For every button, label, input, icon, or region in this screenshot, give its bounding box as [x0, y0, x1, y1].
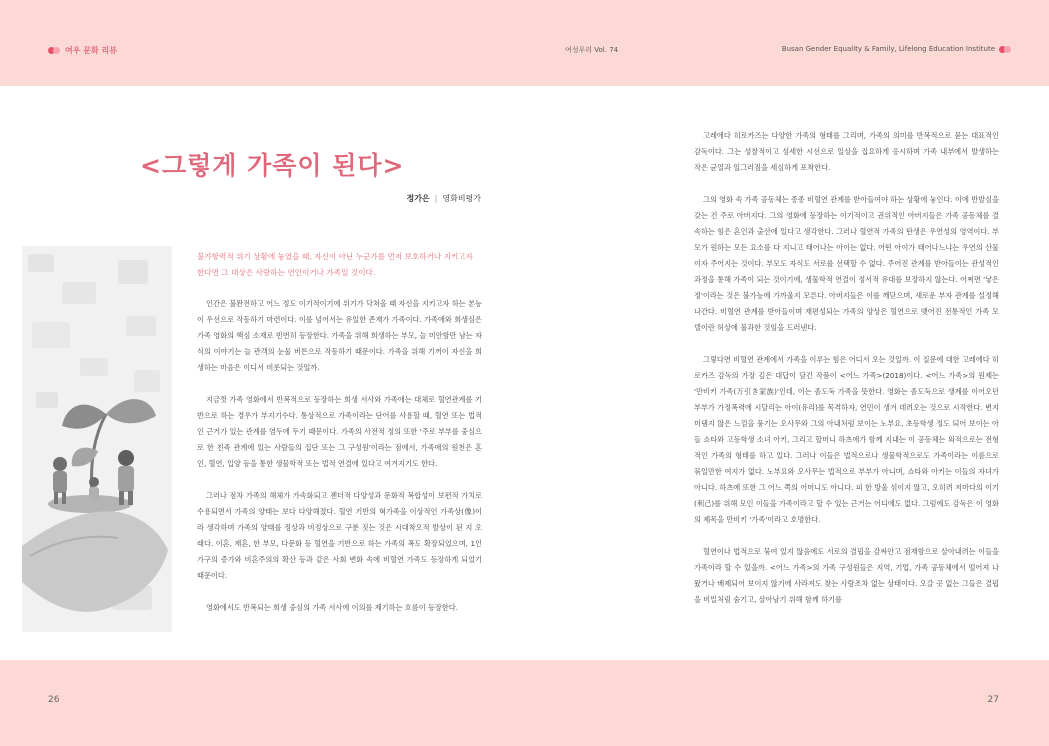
- paragraph: 혈연이나 법적으로 묶여 있지 않음에도 서로의 결핍을 감싸안고 점재함으로 살아내려는 이들을 가족이라 할 수 있을까. <어느 가족>의 가족 구성원들은 지역, 기업, 가족 공동체에서 떨어져 나왔거나 배제되어 보이지 않기에 사라져도 찾는 사람조차 없는 상태이다. 오갈 곳 없는 그들은 결핍을 비밀처럼 숨기고, 살아남기 위해 함께 하기를: [694, 547, 999, 604]
- top-band: [0, 0, 1049, 86]
- article-title: <그렇게 가족이 된다>: [140, 151, 405, 180]
- paragraph: 인간은 불완전하고 어느 정도 이기적이기에 위기가 닥쳐올 때 자신을 지키고자 하는 본능이 우선으로 작동하기 마련이다. 이를 넘어서는 유일한 존재가 가족이다. 가족애와 희생심은 가족 영화의 핵심 소재로 빈번히 등장한다. 가족을 위해 희생하는 부모, 늘 미안함만 남는 자식의 이야기는 늘 관객의 눈물 버튼으로 작동하기 때문이다. 가족을 위해 기꺼이 자신을 희생하는 마음은 이디서 비롯되는 것일까.: [197, 299, 482, 372]
- left-column: [197, 296, 482, 632]
- author-role: 영화비평가: [442, 194, 481, 203]
- author-name: 정가은: [406, 194, 430, 203]
- page-number-right: 27: [987, 695, 999, 705]
- byline: 정가은 | 영화비평가: [406, 194, 481, 203]
- paragraph: 그러나 점차 가족의 해체가 가속화되고 젠더적 다양성과 문화적 복합성이 보편적 가치로 수용되면서 가족의 양태는 보다 다양해졌다. 혈연 기반의 혁가족을 이상적인 가족상(像)이라 생각하며 가족의 양태를 정상과 비정상으로 구분 짓는 것은 시대착오적 발상이 된 지 오래다. 이혼, 재혼, 한 부모, 다문화 등 혈연을 기반으로 하는 가족의 폭도 확장되었으며, 1인 가구의 증가와 비혼주의의 확산 등과 같은 사회 변화 속에 비혈연 가족도 등장하게 되었기 때문이다.: [197, 491, 482, 580]
- paragraph: 그의 영화 속 가족 공동체는 종종 비혈연 관계를 받아들여야 하는 상황에 놓인다. 이에 반발심을 갖는 건 주로 아버지다. 그의 영화에 등장하는 이기적이고 권위적인 아버지들은 가족 공동체를 결속하는 힘은 혼인과 출산에 있다고 생각한다. 그러나 혈연적 가족의 탄생은 우연성의 영역이다. 부모가 원하는 모든 요소를 다 지니고 태어나는 아이는 없다. 어떤 아이가 태어나느냐는 우연의 산물이자 주어지는 것이다. 부모도 자식도 서로를 선택할 수 없다. 주어진 관계를 받아들이는 관성적인 과정을 통해 가족이 되는 것이기에, 생물학적 연결이 정서적 유대를 보장하지 않는다. 어쩌면 '낳은 정'이라는 것은 불가능에 가까울지 모른다. 아버지들은 이를 깨닫으며, 새로운 부자 관계를 설정해 나간다. 비혈연 관계를 받아들이며 재편성되는 가족의 양상은 혈연으로 맺어진 전통적인 가족 모델이란 허상에 불과한 것임을 드러낸다.: [694, 195, 999, 332]
- institute-header: [782, 45, 1011, 53]
- family-on-hand-illustration: [22, 246, 172, 632]
- section-label: 여우 문화 리뷰: [65, 46, 117, 55]
- institute-label: Busan Gender Equality & Family, Lifelong Education Institute: [781, 45, 995, 53]
- issue-label: 여성우리 Vol. 74: [565, 46, 619, 54]
- double-dot-icon: [999, 46, 1011, 53]
- paragraph: 그렇다면 비혈연 관계에서 가족을 이루는 힘은 어디서 오는 것일까. 이 질문에 대한 고레에다 히로카즈 감독의 가장 깊은 대답이 담긴 작품이 <어느 가족>(2018)이다. <어느 가족>의 원제는 '만비키 가족(万引き家族)'인데, 이는 좀도둑 가족을 뜻한다. 영화는 좀도둑으로 생계를 이어오던 부부가 가정폭력에 시달리는 아이(유리)를 목격하자, 연민이 생겨 데려오는 것으로 시작한다. 변지 미댐지 않은 느낌을 풍기는 오사무와 그의 아내처럼 보이는 노부요, 초등학생 정도 되어 보이는 아들 쇼타와 고등학생 소녀 아키, 그리고 할머니 하츠에가 함께 지내는 이 공동체는 외적으로는 전형적인 가족의 형태를 하고 있다. 그러나 이들은 법적으로나 생물학적으로도 가족이라는 이름으로 묶일만한 여지가 없다. 노부요와 오사무는 법적으로 부부가 아니며, 쇼타와 아키는 이들의 자녀가 아니다. 하츠에 또한 그 어느 쪽의 어머니도 아니다. 피 한 방울 섞이지 않고, 오히려 저마다의 이기(利己)를 위해 모인 이들을 가족이라고 할 수 있는 근거는 어디에도 없다. 그럼에도 감독은 이 영화의 제목을 만비키 '가족'이라고 호명한다.: [694, 355, 999, 524]
- bottom-band: [0, 660, 1049, 746]
- paragraph: 고레에다 히로카즈는 다양한 가족의 형태를 그리며, 가족의 의미를 반복적으로 묻는 대표적인 감독이다. 그는 성찰적이고 섬세한 시선으로 일상을 집요하게 응시하며 가족 내부에서 발생하는 작은 균열과 일그러짐을 세심하게 포착한다.: [694, 131, 999, 172]
- paragraph: 지금껏 가족 영화에서 반복적으로 등장하는 희생 서사와 가족애는 대체로 혈연관계를 기반으로 하는 경우가 부지기수다. 통상적으로 가족이라는 단어를 사용할 때, 혈연 또는 법적인 근거가 있는 관계를 염두에 두기 때문이다. 가족의 사전적 정의 또한 '주로 부부를 중심으로 한 친족 관계에 있는 사람들의 집단 또는 그 구성원'이라는 점에서, 가족애의 원천은 혼인, 혈연, 입양 등을 통한 생물학적 또는 법적 연결에 있다고 여겨지기도 한다.: [197, 395, 482, 468]
- page-number-left: 26: [48, 695, 60, 705]
- paragraph: 영화에서도 반복되는 희생 중심의 가족 서사에 이의를 제기하는 흐름이 등장한다.: [206, 603, 458, 612]
- section-header: [48, 45, 117, 56]
- right-column: [694, 128, 999, 624]
- double-dot-icon: [48, 47, 60, 54]
- pull-quote: 불가항력적 위기 상황에 놓였을 때, 자신이 아닌 누군가를 먼저 보호하거나 지키고자 한다면 그 대상은 사랑하는 연인이거나 가족일 것이다.: [197, 252, 473, 277]
